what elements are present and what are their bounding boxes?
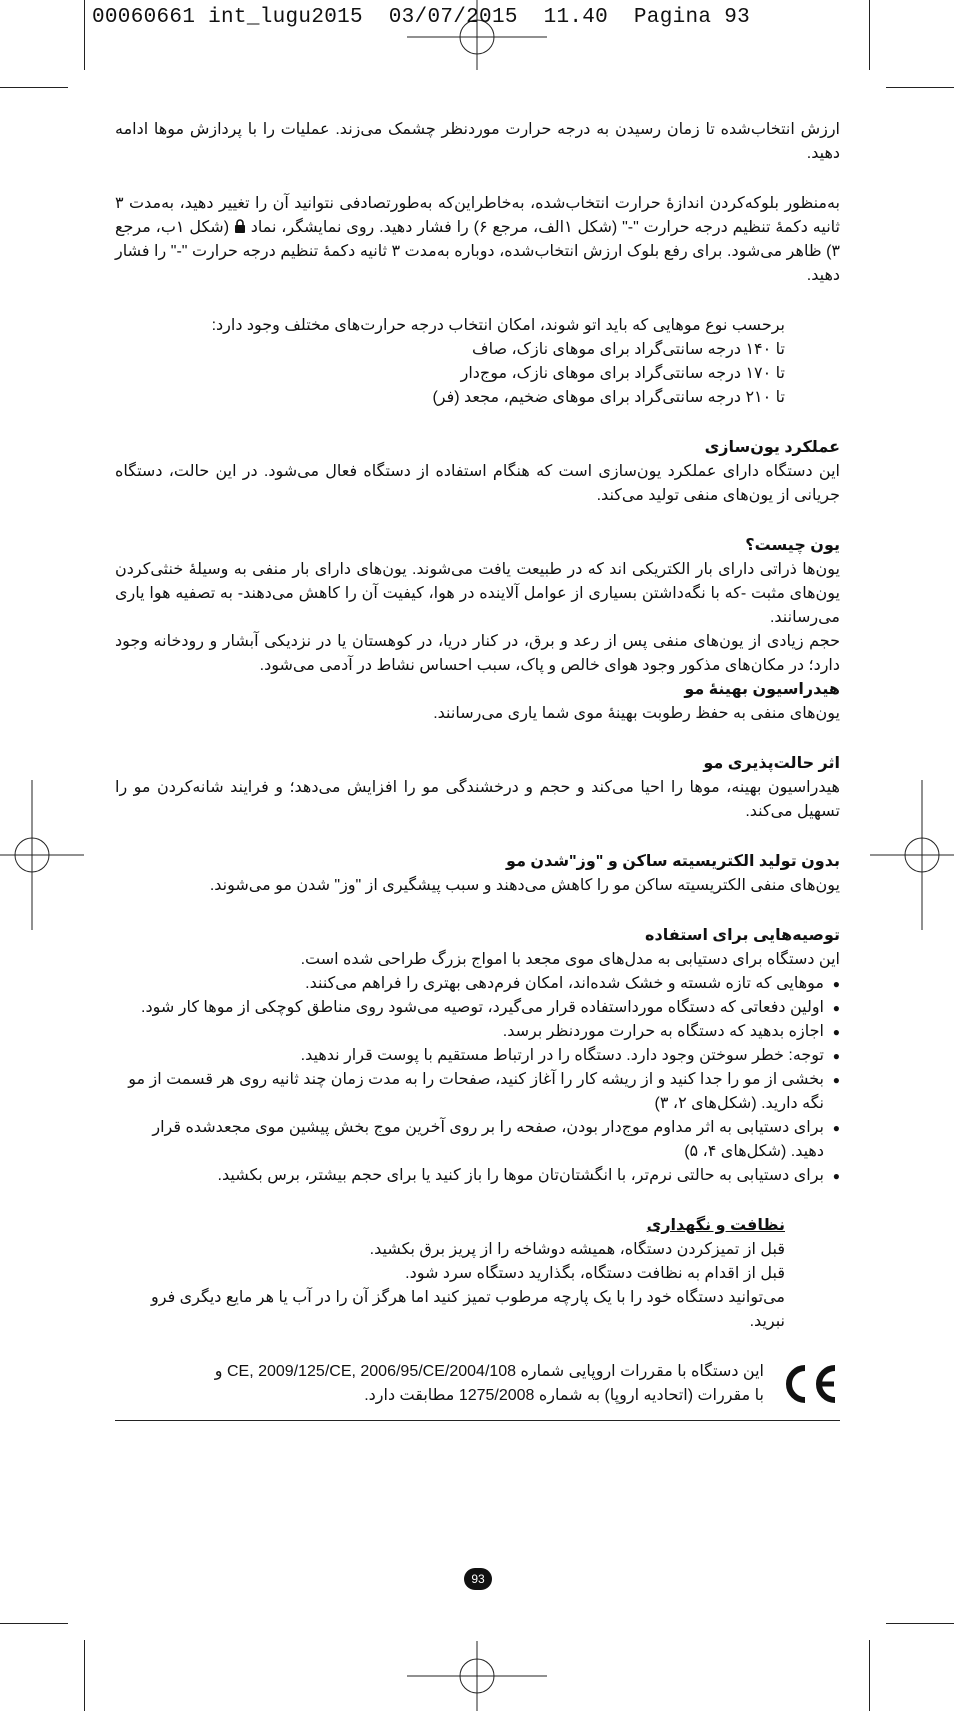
registration-mark-left xyxy=(0,780,84,930)
ce-text xyxy=(215,1360,764,1408)
temperature-list xyxy=(115,314,840,410)
section-text: قبل از تمیزکردن دستگاه، همیشه دوشاخه را از پریز برق بکشید. xyxy=(369,1241,785,1258)
section-text: می‌توانید دستگاه خود را با یک پارچه مرطوب تمیز کنید اما هرگز آن را در آب یا هر مایع دیگری فرو نبرید. xyxy=(151,1289,785,1330)
ce-mark-icon xyxy=(778,1362,840,1406)
section-text: یون‌ها ذراتی دارای بار الکتریکی اند که در طبیعت یافت می‌شوند. یون‌های دارای بار منفی به وسیلهٔ خنثی‌کردن یون‌های مثبت -که با نگه‌داشتن بسیاری از عوامل آلاینده در هوا، کیفیت آن را کاهش می‌دهند- به تصفیه هوا یاری می‌رسانند. xyxy=(115,561,840,626)
section-heading: اثر حالت‌پذیری مو xyxy=(703,755,840,772)
section-cleaning xyxy=(115,1214,840,1334)
crop-mark xyxy=(886,1623,954,1624)
crop-mark xyxy=(886,87,954,88)
section-manageability xyxy=(115,752,840,824)
temperature-intro: برحسب نوع موهایی که باید اتو شوند، امکان انتخاب درجه حرارت‌های مختلف وجود دارد: xyxy=(211,317,785,334)
ce-compliance xyxy=(115,1360,840,1408)
list-item: ● اجازه بدهید که دستگاه به حرارت موردنظر برسد. xyxy=(115,1020,840,1044)
lock-icon xyxy=(234,219,246,233)
page-number-badge: 93 xyxy=(464,1568,492,1590)
list-item: ● توجه: خطر سوختن وجود دارد. دستگاه را در ارتباط مستقیم با پوست قرار ندهید. xyxy=(115,1044,840,1068)
section-heading: نظافت و نگهداری xyxy=(646,1217,785,1234)
section-tips xyxy=(115,924,840,1188)
section-heading: یون چیست؟ xyxy=(745,537,840,554)
temperature-item: تا ۱۴۰ درجه سانتی‌گراد برای موهای نازک، صاف xyxy=(472,341,785,358)
crop-mark xyxy=(869,0,870,70)
temperature-item: تا ۱۷۰ درجه سانتی‌گراد برای موهای نازک، موج‌دار xyxy=(460,365,785,382)
section-heading: عملکرد یون‌سازی xyxy=(704,439,840,456)
section-text: هیدراسیون بهینه، موها را احیا می‌کند و حجم و درخشندگی مو را افزایش می‌دهد؛ و فرایند شانه‌کردن مو را تسهیل می‌کند. xyxy=(115,779,840,820)
tips-list xyxy=(115,972,840,1188)
temperature-item: تا ۲۱۰ درجه سانتی‌گراد برای موهای ضخیم، مجعد (فر) xyxy=(432,389,785,406)
list-item: ● اولین دفعاتی که دستگاه مورداستفاده قرار می‌گیرد، توصیه می‌شود روی مناطق کوچکی از موها کار شود. xyxy=(115,996,840,1020)
crop-mark xyxy=(869,1640,870,1711)
lock-text-b: (شکل ۱ب، مرجع ۳) ظاهر می‌شود. برای رفع بلوک ارزش انتخاب‌شده، دوباره به‌مدت ۳ ثانیه دکمهٔ تنظیم درجه حرارت "-" را فشار دهید. xyxy=(115,219,840,284)
crop-mark xyxy=(0,1623,68,1624)
registration-mark-bottom xyxy=(397,1641,557,1711)
paragraph-lock xyxy=(115,192,840,288)
section-text: یون‌های منفی به حفظ رطوبت بهینهٔ موی شما یاری می‌رسانند. xyxy=(433,705,840,722)
print-slug-header: 00060661 int_lugu2015 03/07/2015 11.40 Pagina 93 xyxy=(92,6,751,29)
section-text: این دستگاه دارای عملکرد یون‌سازی است که هنگام استفاده از دستگاه فعال می‌شود. در این حالت، دستگاه جریانی از یون‌های منفی تولید می‌کند. xyxy=(115,463,840,504)
section-ionic xyxy=(115,436,840,508)
section-heading: هیدراسیون بهینهٔ مو xyxy=(684,681,840,698)
list-item: ● برای دستیابی به حالتی نرم‌تر، با انگشتان‌تان موها را باز کنید یا برای حجم بیشتر، برس بکشید. xyxy=(115,1164,840,1188)
section-heading: توصیه‌هایی برای استفاده xyxy=(645,927,840,944)
crop-mark xyxy=(84,0,85,70)
registration-mark-right xyxy=(870,780,954,930)
divider xyxy=(115,1420,840,1421)
list-item: ● موهایی که تازه شسته و خشک شده‌اند، امکان فرم‌دهی بهتری را فراهم می‌کنند. xyxy=(115,972,840,996)
page-content xyxy=(115,118,840,1421)
lock-text-a: به‌منظور بلوکه‌کردن اندازهٔ حرارت انتخاب‌شده، به‌خاطراین‌که به‌طورتصادفی نتوانید آن را تغییر دهید، به‌مدت ۳ ثانیه دکمهٔ تنظیم درجه حرارت "-" (شکل ۱الف، مرجع ۶) را فشار دهید. روی نمایشگر، نماد xyxy=(115,195,840,236)
list-item: ● برای دستیابی به اثر مداوم موج‌دار بودن، صفحه را بر روی آخرین موج بخش پیشین موی مجعدشده قرار دهید. (شکل‌های ۴، ۵) xyxy=(115,1116,840,1164)
paragraph-blink: ارزش انتخاب‌شده تا زمان رسیدن به درجه حرارت موردنظر چشمک می‌زند. عملیات را با پردازش موها ادامه دهید. xyxy=(115,121,840,162)
crop-mark xyxy=(84,1640,85,1711)
section-heading: بدون تولید الکتریسیته ساکن و "وز"شدن مو xyxy=(506,853,840,870)
list-item: ● بخشی از مو را جدا کنید و از ریشه کار را آغاز کنید، صفحات را به مدت زمان چند ثانیه روی هر قسمت از مو نگه دارید. (شکل‌های ۲، ۳) xyxy=(115,1068,840,1116)
ce-line: با مقررات (اتحادیه اروپا) به شماره 1275/2008 مطابقت دارد. xyxy=(364,1387,764,1404)
section-text: یون‌های منفی الکتریسیته ساکن مو را کاهش می‌دهند و سبب پیشگیری از "وز" شدن مو می‌شوند. xyxy=(209,877,840,894)
section-text: قبل از اقدام به نظافت دستگاه، بگذارید دستگاه سرد شود. xyxy=(405,1265,785,1282)
section-frizz xyxy=(115,850,840,898)
crop-mark xyxy=(0,87,68,88)
section-text: حجم زیادی از یون‌های منفی پس از رعد و برق، در کنار دریا، در کوهستان یا در نزدیکی آبشار و رودخانه وجود دارد؛ در مکان‌های مذکور وجود هوای خالص و پاک، سبب احساس نشاط در آدمی می‌شود. xyxy=(115,633,840,674)
section-what-is-ion xyxy=(115,534,840,726)
section-text: این دستگاه برای دستیابی به مدل‌های موی مجعد با امواج بزرگ طراحی شده است. xyxy=(300,951,840,968)
ce-line: این دستگاه با مقررات اروپایی شماره 2004/108/CE, 2009/125/CE, 2006/95/CE و xyxy=(214,1363,764,1380)
